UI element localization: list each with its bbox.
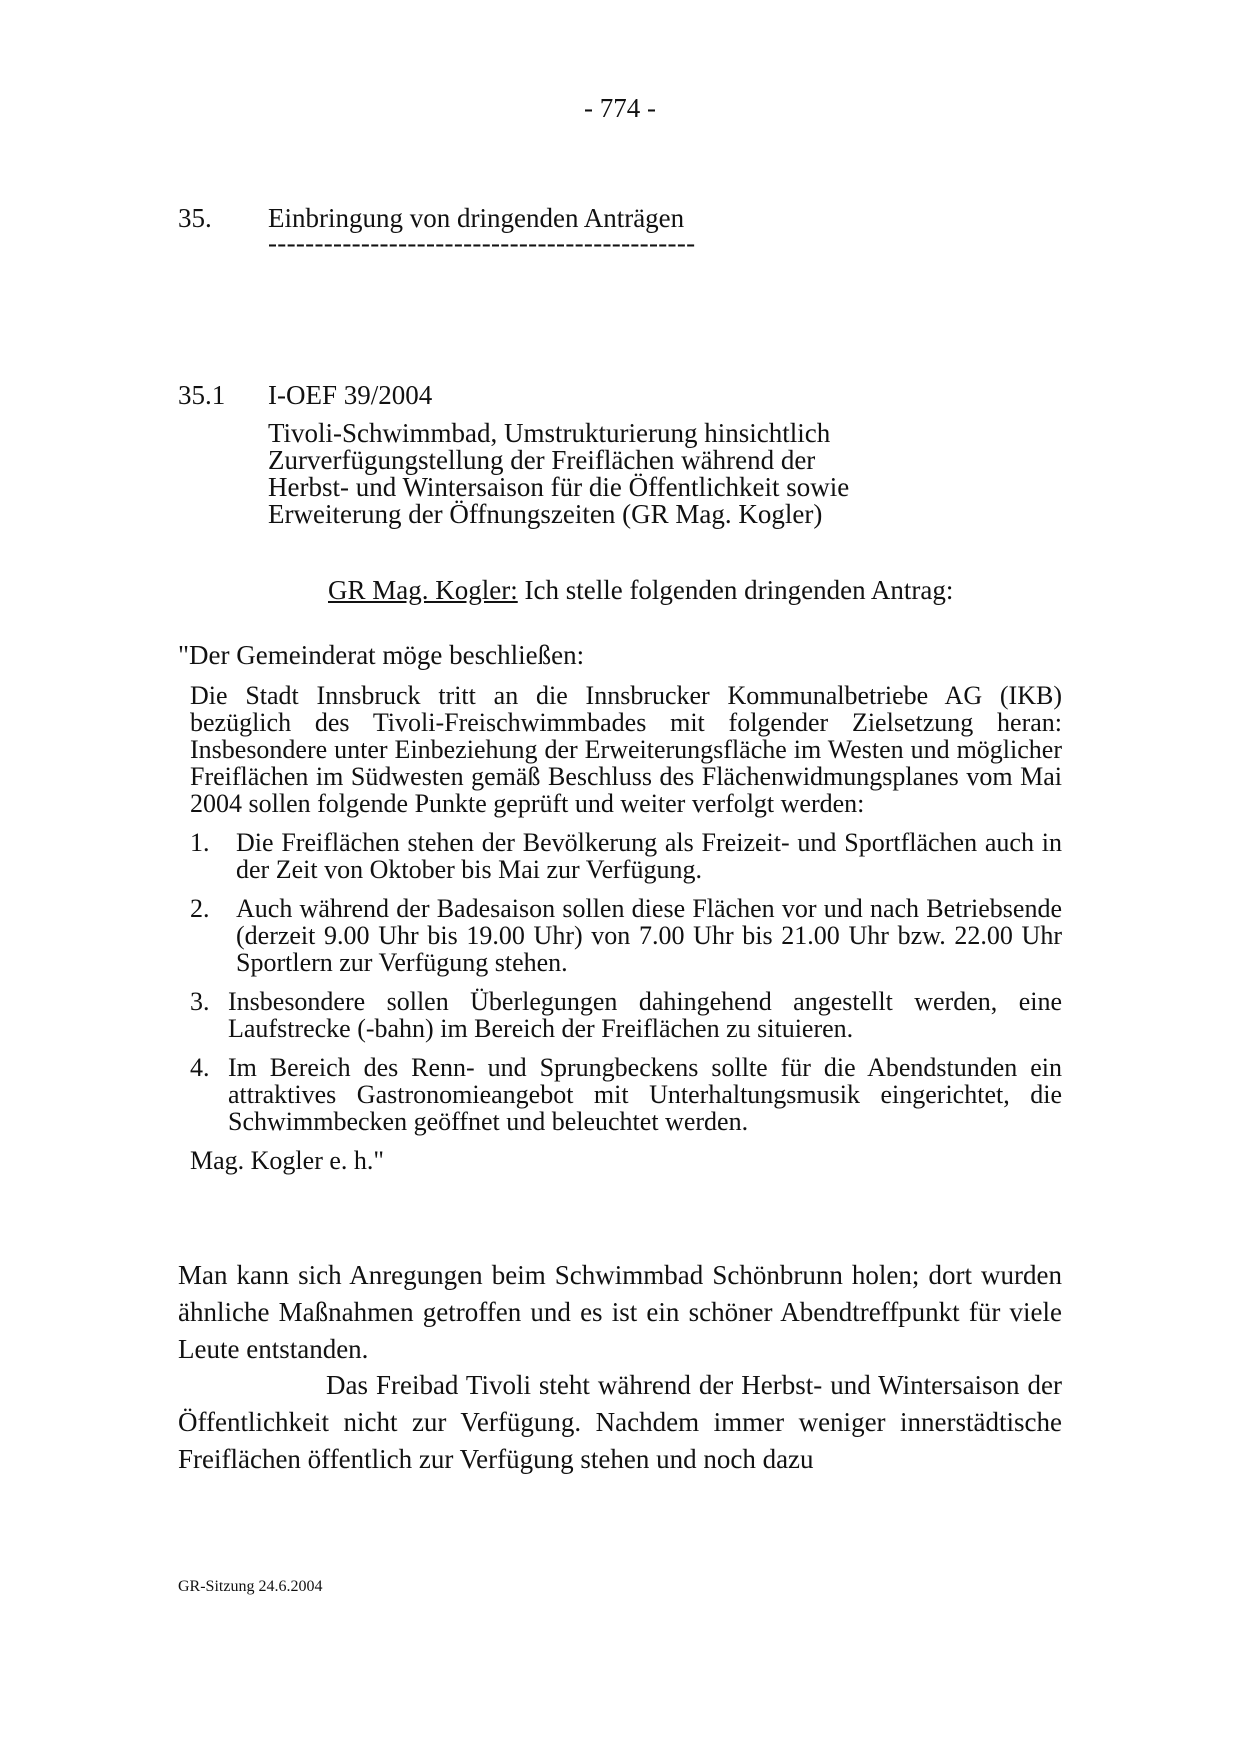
speaker-text: Ich stelle folgenden dringenden Antrag: [517, 575, 954, 605]
motion-intro: "Der Gemeinderat möge beschließen: [178, 640, 585, 670]
motion-point-number: 2. [190, 894, 210, 923]
item-description-line: Zurverfügungstellung der Freiflächen während der [268, 445, 816, 475]
motion-point-text: Insbesondere sollen Überlegungen dahingehend angestellt werden, eine Laufstrecke (-bahn) im Bereich der Freiflächen zu situieren. [228, 987, 1062, 1043]
motion-point [190, 895, 1062, 976]
item-description-line: Erweiterung der Öffnungszeiten (GR Mag. Kogler) [268, 499, 823, 529]
motion-point-text: Auch während der Badesaison sollen diese Flächen vor und nach Betriebsende (derzeit 9.00 Uhr bis 19.00 Uhr) von 7.00 Uhr bis 21.00 Uhr bzw. 22.00 Uhr Sportlern zur Verfügung stehen. [236, 894, 1062, 977]
motion-point-text: Die Freiflächen stehen der Bevölkerung als Freizeit- und Sportflächen auch in der Zeit von Oktober bis Mai zur Verfügung. [236, 828, 1062, 884]
motion-point [190, 1054, 1062, 1135]
motion-body: Die Stadt Innsbruck tritt an die Innsbrucker Kommunalbetriebe AG (IKB) bezüglich des Tivoli-Freischwimmbades mit folgender Zielsetzung heran: Insbesondere unter Einbeziehung der Erweiterungsfläche im Westen und möglicher Freiflächen im Südwesten gemäß Beschluss des Flächenwidmungsplanes vom Mai 2004 sollen folgende Punkte geprüft und weiter verfolgt werden: [190, 681, 1062, 818]
motion-point [190, 988, 1062, 1042]
item-code: I-OEF 39/2004 [268, 380, 433, 410]
section-number: 35. [178, 203, 212, 233]
speaker-name: GR Mag. Kogler: [328, 575, 518, 605]
item-description-line: Tivoli-Schwimmbad, Umstrukturierung hinsichtlich [268, 418, 831, 448]
body-paragraph: Das Freibad Tivoli steht während der Herbst- und Wintersaison der Öffentlichkeit nicht zur Verfügung. Nachdem immer weniger innerstädtische Freiflächen öffentlich zur Verfügung stehen und noch dazu [178, 1370, 1062, 1474]
motion-point-text: Im Bereich des Renn- und Sprungbeckens sollte für die Abendstunden ein attraktives Gastronomieangebot mit Unterhaltungsmusik eingerichtet, die Schwimmbecken geöffnet und beleuchtet werden. [228, 1053, 1062, 1136]
page-footer: GR-Sitzung 24.6.2004 [178, 1578, 323, 1595]
item-description [268, 420, 968, 528]
item-description-line: Herbst- und Wintersaison für die Öffentlichkeit sowie [268, 472, 850, 502]
item-number: 35.1 [178, 380, 226, 410]
speaker-line [328, 575, 953, 606]
motion-points-list [190, 829, 1062, 1135]
motion-point-number: 3. [190, 987, 210, 1016]
motion-signature: Mag. Kogler e. h." [190, 1146, 385, 1175]
motion-point [190, 829, 1062, 883]
motion-point-number: 1. [190, 828, 210, 857]
body-paragraph: Man kann sich Anregungen beim Schwimmbad Schönbrunn holen; dort wurden ähnliche Maßnahmen getroffen und es ist ein schöner Abendtreffpunkt für viele Leute entstanden. [178, 1260, 1062, 1364]
section-title: Einbringung von dringenden Anträgen [268, 203, 685, 233]
section-title-underline: ---------------------------------------------- [268, 228, 696, 258]
page-number: - 774 - [584, 93, 656, 123]
motion-point-number: 4. [190, 1053, 210, 1082]
motion-text-block [190, 682, 1062, 1174]
